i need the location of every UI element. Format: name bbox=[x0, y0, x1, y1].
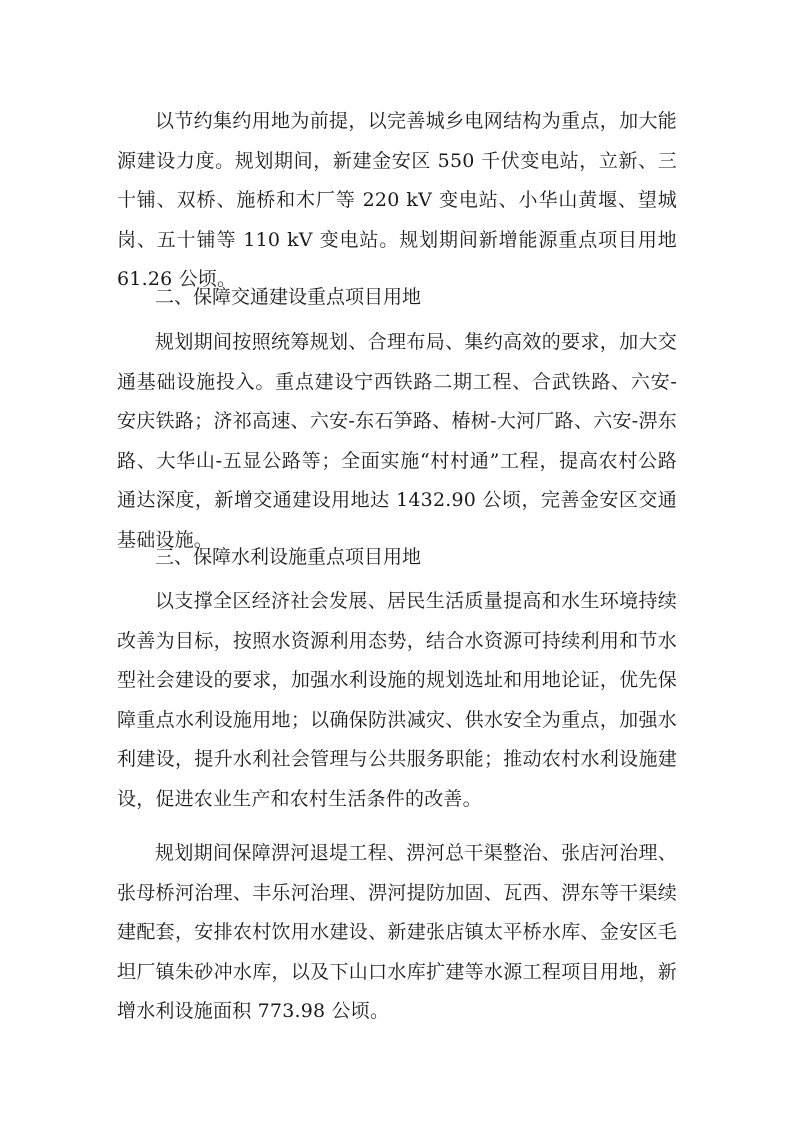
paragraph-water-projects: 规划期间保障淠河退堤工程、淠河总干渠整治、张店河治理、张母桥河治理、丰乐河治理、淠河提防加固、瓦西、淠东等干渠续建配套，安排农村饮用水建设、新建张店镇太平桥水库、金安区毛坦厂镇朱砂冲水库，以及下山口水库扩建等水源工程项目用地，新增水利设施面积 773.98 公顷。 bbox=[117, 842, 677, 1022]
paragraph-energy: 以节约集约用地为前提，以完善城乡电网结构为重点，加大能源建设力度。规划期间，新建金安区 550 千伏变电站，立新、三十铺、双桥、施桥和木厂等 220 kV 变电站、小华山黄堰、望城岗、五十铺等 110 kV 变电站。规划期间新增能源重点项目用地 61.26 公顷。 bbox=[117, 110, 677, 290]
paragraph-water-goals: 以支撑全区经济社会发展、居民生活质量提高和水生环境持续改善为目标，按照水资源利用态势，结合水资源可持续利用和节水型社会建设的要求，加强水利设施的规划选址和用地论证，优先保障重点水利设施用地；以确保防洪减灾、供水安全为重点，加强水利建设，提升水利社会管理与公共服务职能；推动农村水利设施建设，促进农业生产和农村生活条件的改善。 bbox=[117, 590, 677, 810]
heading-transport: 二、保障交通建设重点项目用地 bbox=[155, 286, 422, 308]
paragraph-transport: 规划期间按照统筹规划、合理布局、集约高效的要求，加大交通基础设施投入。重点建设宁西铁路二期工程、合武铁路、六安-安庆铁路；济祁高速、六安-东石笋路、椿树-大河厂路、六安-淠东路、大华山-五显公路等；全面实施“村村通”工程，提高农村公路通达深度，新增交通建设用地达 1432.90 公顷，完善金安区交通基础设施。 bbox=[117, 331, 677, 551]
heading-water: 三、保障水利设施重点项目用地 bbox=[155, 546, 422, 568]
